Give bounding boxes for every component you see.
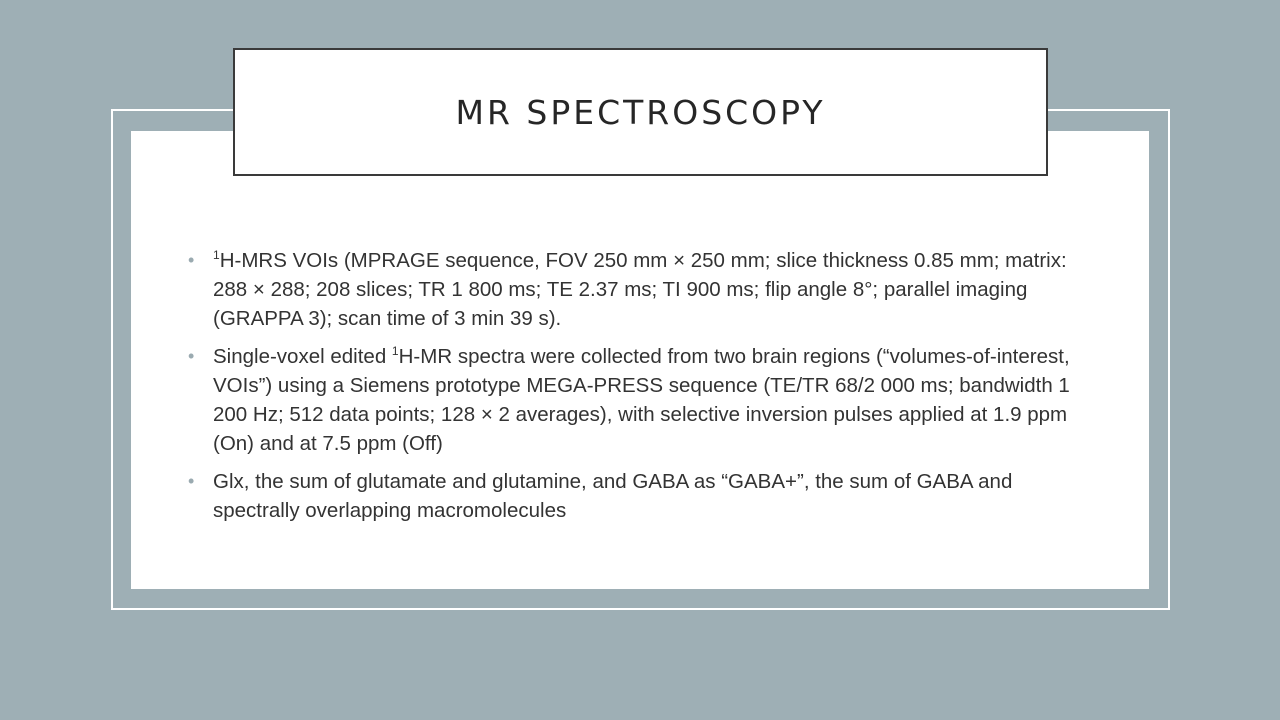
bullet-3-text: Glx, the sum of glutamate and glutamine, and GABA as “GABA+”, the sum of GABA and spectrally overlapping macromolecules: [213, 470, 1013, 522]
bullet-2-superscript: 1: [391, 344, 399, 359]
bullet-1-text: H-MRS VOIs (MPRAGE sequence, FOV 250 mm × 250 mm; slice thickness 0.85 mm; matrix: 288 × 288; 208 slices; TR 1 800 ms; TE 2.37 ms; TI 900 ms; flip angle 8°; parallel imaging (GRAPPA 3); scan time of 3 min 39 s).: [213, 249, 1067, 330]
bullet-2-text: H-MR spectra were collected from two brain regions (“volumes-of-interest, VOIs”) using a Siemens prototype MEGA-PRESS sequence (TE/TR 68/2 000 ms; bandwidth 1 200 Hz; 512 data points; 128 × 2 averages), with selective inversion pulses applied at 1.9 ppm (On) and at 7.5 ppm (Off): [213, 345, 1070, 455]
bullet-dot-icon: •: [188, 346, 195, 366]
bullet-item-2: [188, 342, 1088, 458]
bullet-item-3: [188, 467, 1088, 525]
bullet-1-superscript: 1: [213, 248, 220, 263]
bullet-list: [188, 246, 1088, 534]
bullet-item-1: [188, 246, 1088, 333]
bullet-dot-icon: •: [188, 250, 195, 270]
bullet-2-pre: Single-voxel edited: [213, 345, 392, 368]
bullet-dot-icon: •: [188, 471, 195, 491]
title-box: [233, 48, 1048, 176]
slide-title: MR SPECTROSCOPY: [455, 92, 826, 132]
